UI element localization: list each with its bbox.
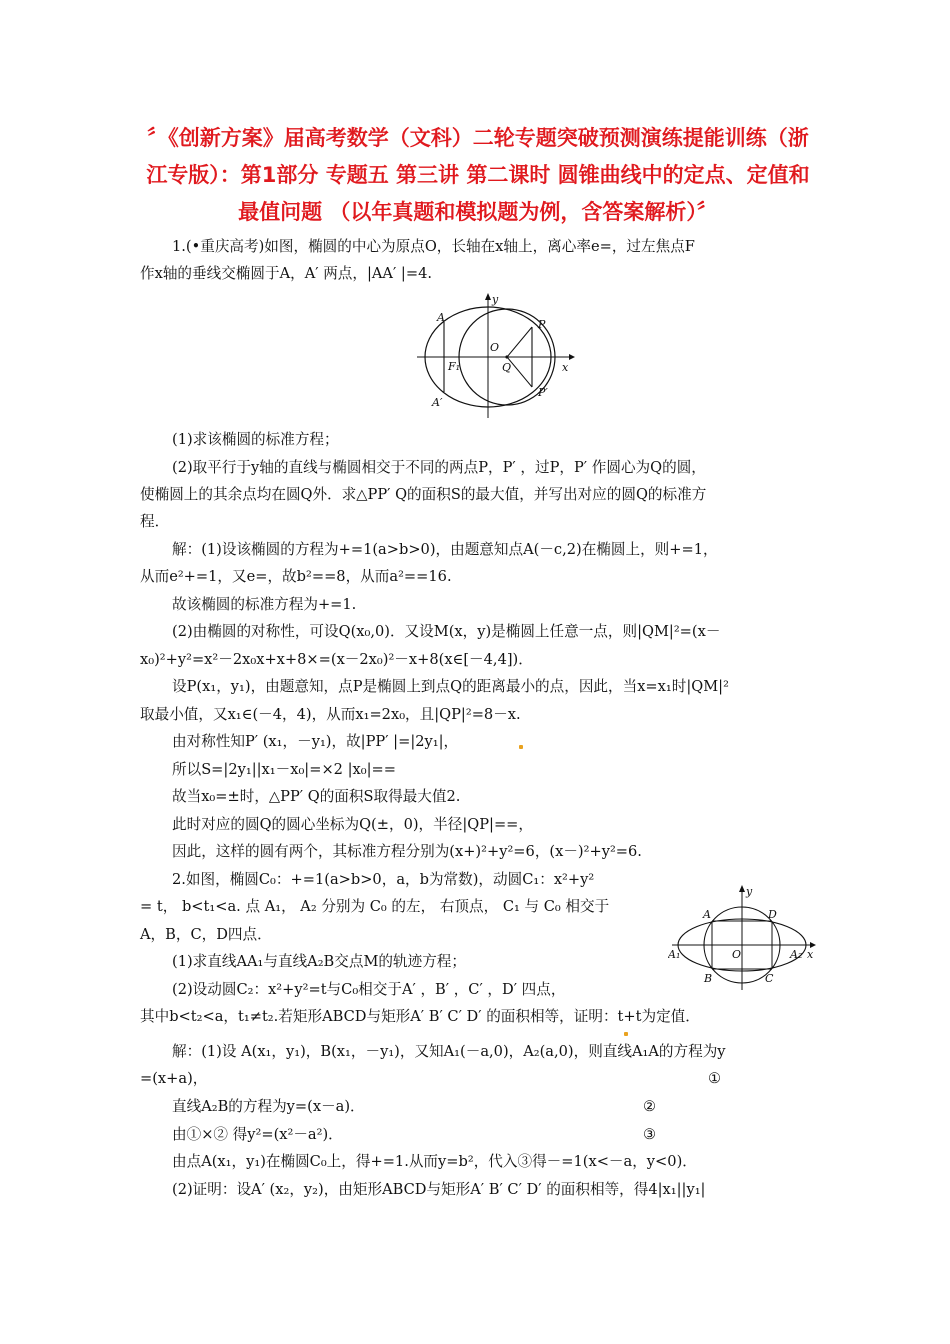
fig2-label: D xyxy=(768,908,777,921)
equation-marker: ② xyxy=(643,1098,657,1115)
text-line: 程． xyxy=(140,513,170,530)
text-line: 故当x₀=±时，△PP′ Q的面积S取得最大值2. xyxy=(172,788,461,805)
fig1-label: Q xyxy=(502,361,512,374)
fig2-label: A₁ xyxy=(668,948,681,961)
fig2-label: O xyxy=(732,948,742,961)
equation-marker: ③ xyxy=(643,1126,657,1143)
fig2-label: C xyxy=(765,972,774,985)
fig2-label: B xyxy=(704,972,713,985)
fig1-label: F₁ xyxy=(448,360,461,373)
text-line: =(x+a)， xyxy=(140,1070,208,1087)
fig2-label: A xyxy=(703,908,711,921)
text-line: 故该椭圆的标准方程为+=1. xyxy=(172,596,357,613)
marker-dot xyxy=(519,745,523,749)
text-line: 由点A(x₁，y₁)在椭圆C₀上，得+=1.从而y=b²，代入③得－=1(x<－a，y<0)． xyxy=(172,1153,697,1170)
text-line: 作x轴的垂线交椭圆于A，A′ 两点，|AA′ |=4. xyxy=(140,265,432,282)
text-line: (2)设动圆C₂：x²+y²=t与C₀相交于A′ ，B′ ，C′ ，D′ 四点， xyxy=(172,981,566,998)
text-line: (2)由椭圆的对称性，可设Q(x₀,0)．又设M(x，y)是椭圆上任意一点，则|QM|²=(x－ xyxy=(172,623,721,640)
text-line: 取最小值，又x₁∈(－4，4)，从而x₁=2x₀，且|QP|²=8－x. xyxy=(140,706,521,723)
fig2-label: x xyxy=(807,948,814,961)
text-line: 其中b<t₂<a，t₁≠t₂.若矩形ABCD与矩形A′ B′ C′ D′ 的面积相等，证明：t+t为定值． xyxy=(140,1008,700,1025)
fig1-label: P′ xyxy=(538,386,548,399)
fig1-label: A′ xyxy=(432,396,443,409)
text-line: 直线A₂B的方程为y=(x－a)． xyxy=(172,1098,365,1115)
fig2-label: y xyxy=(746,885,753,898)
fig2-label: A₂ xyxy=(790,948,803,961)
text-line: 使椭圆上的其余点均在圆Q外．求△PP′ Q的面积S的最大值，并写出对应的圆Q的标准方 xyxy=(140,486,707,503)
ellipse-circles-figure xyxy=(668,883,818,993)
text-line: x₀)²+y²=x²－2x₀x+x+8×=(x－2x₀)²－x+8(x∈[－4,4])． xyxy=(140,651,533,668)
text-line: 由①×② 得y²=(x²－a²)． xyxy=(172,1126,343,1143)
fig1-label: P xyxy=(538,318,546,331)
text-line: (1)求直线AA₁与直线A₂B交点M的轨迹方程； xyxy=(172,953,466,970)
text-line: 解：(1)设 A(x₁，y₁)，B(x₁，－y₁)，又知A₁(－a,0)，A₂(a,0)，则直线A₁A的方程为y xyxy=(172,1043,726,1060)
text-line: 此时对应的圆Q的圆心坐标为Q(±，0)，半径|QP|==， xyxy=(172,816,533,833)
text-line: 因此，这样的圆有两个，其标准方程分别为(x+)²+y²=6，(x－)²+y²=6. xyxy=(172,843,642,860)
text-line: 1.(•重庆高考)如图，椭圆的中心为原点O，长轴在x轴上，离心率e=，过左焦点F xyxy=(172,238,695,255)
text-line: (2)证明：设A′ (x₂，y₂)，由矩形ABCD与矩形A′ B′ C′ D′ 的面积相等，得4|x₁||y₁| xyxy=(172,1181,706,1198)
text-line: 所以S=|2y₁||x₁－x₀|=×2 |x₀|== xyxy=(172,761,396,778)
ellipse-circle-figure xyxy=(412,290,577,422)
text-line: 由对称性知P′ (x₁，－y₁)，故|PP′ |=|2y₁|， xyxy=(172,733,459,750)
fig1-label: A xyxy=(437,311,445,324)
page-title: 〞《创新方案》届高考数学（文科）二轮专题突破预测演练提能训练（浙江专版）：第1部分 专题五 第三讲 第二课时 圆锥曲线中的定点、定值和最值问题 （以年真题和模拟题为例，含答案解析）〞 xyxy=(146,126,810,224)
text-line: = t， b<t₁<a. 点 A₁， A₂ 分别为 C₀ 的左， 右顶点， C₁ 与 C₀ 相交于 xyxy=(140,898,610,915)
text-line: 从而e²+=1，又e=，故b²==8，从而a²==16. xyxy=(140,568,452,585)
text-line: (1)求该椭圆的标准方程； xyxy=(172,431,339,448)
text-line: 解：(1)设该椭圆的方程为+=1(a>b>0)，由题意知点A(－c,2)在椭圆上，则+=1， xyxy=(172,541,718,558)
fig1-label: y xyxy=(492,293,499,306)
text-line: A，B，C，D四点． xyxy=(140,926,272,943)
fig1-label: O xyxy=(490,341,500,354)
text-line: 设P(x₁，y₁)，由题意知，点P是椭圆上到点Q的距离最小的点，因此，当x=x₁时|QM|² xyxy=(172,678,729,695)
text-line: 2.如图，椭圆C₀：+=1(a>b>0，a，b为常数)，动圆C₁：x²+y² xyxy=(172,871,595,888)
fig1-label: x xyxy=(562,361,569,374)
equation-marker: ① xyxy=(708,1070,722,1087)
marker-dot xyxy=(624,1032,628,1036)
text-line: (2)取平行于y轴的直线与椭圆相交于不同的两点P，P′ ，过P，P′ 作圆心为Q的圆， xyxy=(172,459,706,476)
